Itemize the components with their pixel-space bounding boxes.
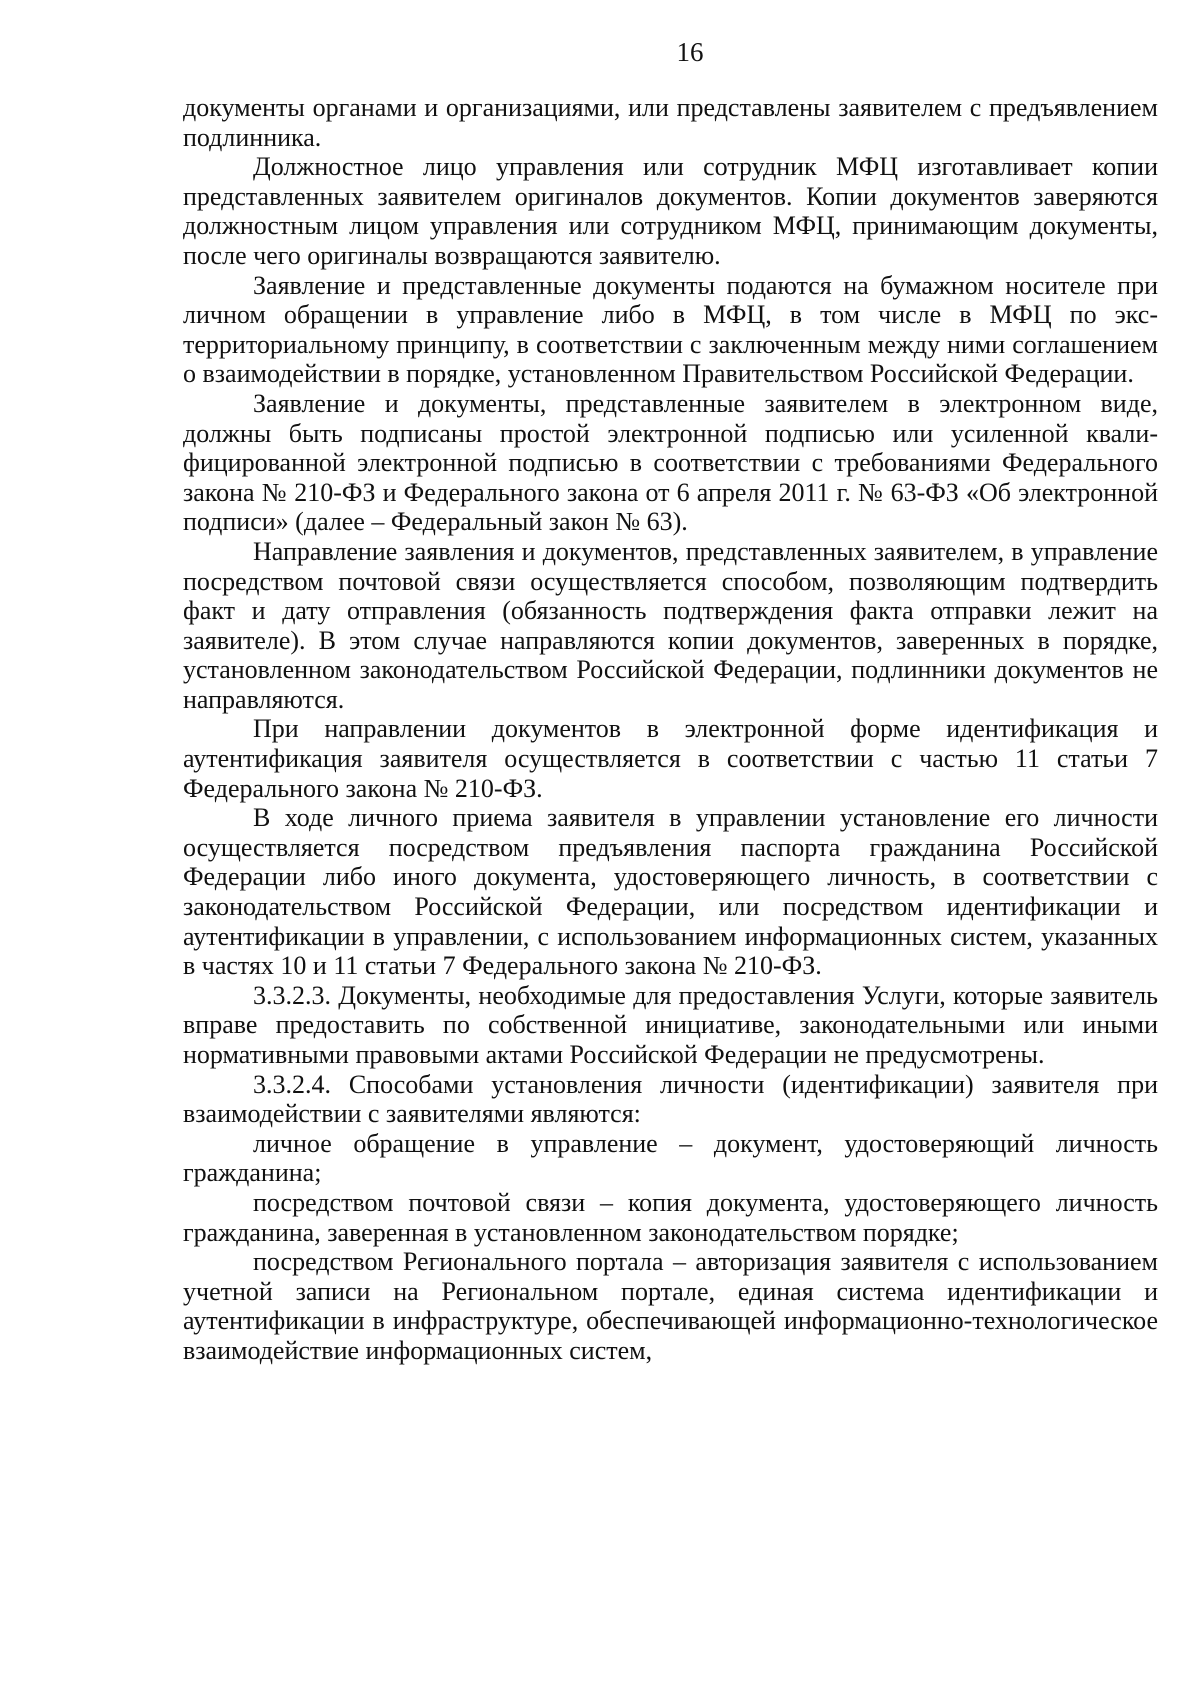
paragraph-method-personal: личное обращение в управление – документ, удостоверяющий личность гражданина;	[183, 1128, 1158, 1188]
paragraph-electronic-identification: При направлении документов в электронной форме идентификация и аутентификация заявителя осуществляется в соответствии с частью 11 статьи 7 Федерального закона № 210-ФЗ.	[183, 714, 1158, 803]
paragraph-3-3-2-4: 3.3.2.4. Способами установления личности (идентификации) заявителя при взаимодействии с заявителями являются:	[183, 1069, 1158, 1129]
paragraph-copies: Должностное лицо управления или сотрудник МФЦ изготавливает копии представленных заявителем оригиналов документов. Копии документов заверяются должностным лицом управления или сотрудником МФЦ, принимающим документы, после чего оригиналы возвращаются заявителю.	[183, 152, 1158, 270]
paragraph-paper-submission: Заявление и представленные документы подаются на бумажном носителе при личном обращении в управление либо в МФЦ, в том числе в МФЦ по экстерриториальному принципу, в соответствии с заключенным между ними соглашением о взаимодействии в порядке, установленном Правительством Российской Федерации.	[183, 270, 1158, 389]
paragraph-continuation: документы органами и организациями, или представлены заявителем с предъявлением подлинника.	[183, 93, 1158, 152]
page-number: 16	[676, 37, 704, 67]
document-body	[183, 93, 1158, 1366]
paragraph-3-3-2-3: 3.3.2.3. Документы, необходимые для предоставления Услуги, которые заявитель вправе предоставить по собственной инициативе, законодательными или иными нормативными правовыми актами Российской Федерации не предусмотрены.	[183, 980, 1158, 1069]
paragraph-method-portal: посредством Регионального портала – авторизация заявителя с использованием учетной записи на Региональном портале, единая система идентификации и аутентификации в инфраструктуре, обеспечивающей информационно-технологическое взаимодействие информационных систем,	[183, 1247, 1158, 1365]
paragraph-method-postal: посредством почтовой связи – копия документа, удостоверяющего личность гражданина, заверенная в установленном законодательством порядке;	[183, 1187, 1158, 1247]
paragraph-personal-reception: В ходе личного приема заявителя в управлении установление его личности осуществляется посредством предъявления паспорта гражданина Российской Федерации либо иного документа, удостоверяющего личность, в соответствии с законодательством Российской Федерации, или посредством идентификации и аутентификации в управлении, с использованием информационных систем, указанных в частях 10 и 11 статьи 7 Федерального закона № 210-ФЗ.	[183, 803, 1158, 981]
paragraph-electronic-signature: Заявление и документы, представленные заявителем в электронном виде, должны быть подписаны простой электронной подписью или усиленной квалифицированной электронной подписью в соответствии с требованиями Федерального закона № 210-ФЗ и Федерального закона от 6 апреля 2011 г. № 63-ФЗ «Об электронной подписи» (далее – Федеральный закон № 63).	[183, 388, 1158, 537]
paragraph-postal-submission: Направление заявления и документов, представленных заявителем, в управление посредством почтовой связи осуществляется способом, позволяющим подтвердить факт и дату отправления (обязанность подтверждения факта отправки лежит на заявителе). В этом случае направляются копии документов, заверенных в порядке, установленном законодательством Российской Федерации, подлинники документов не направляются.	[183, 536, 1158, 714]
